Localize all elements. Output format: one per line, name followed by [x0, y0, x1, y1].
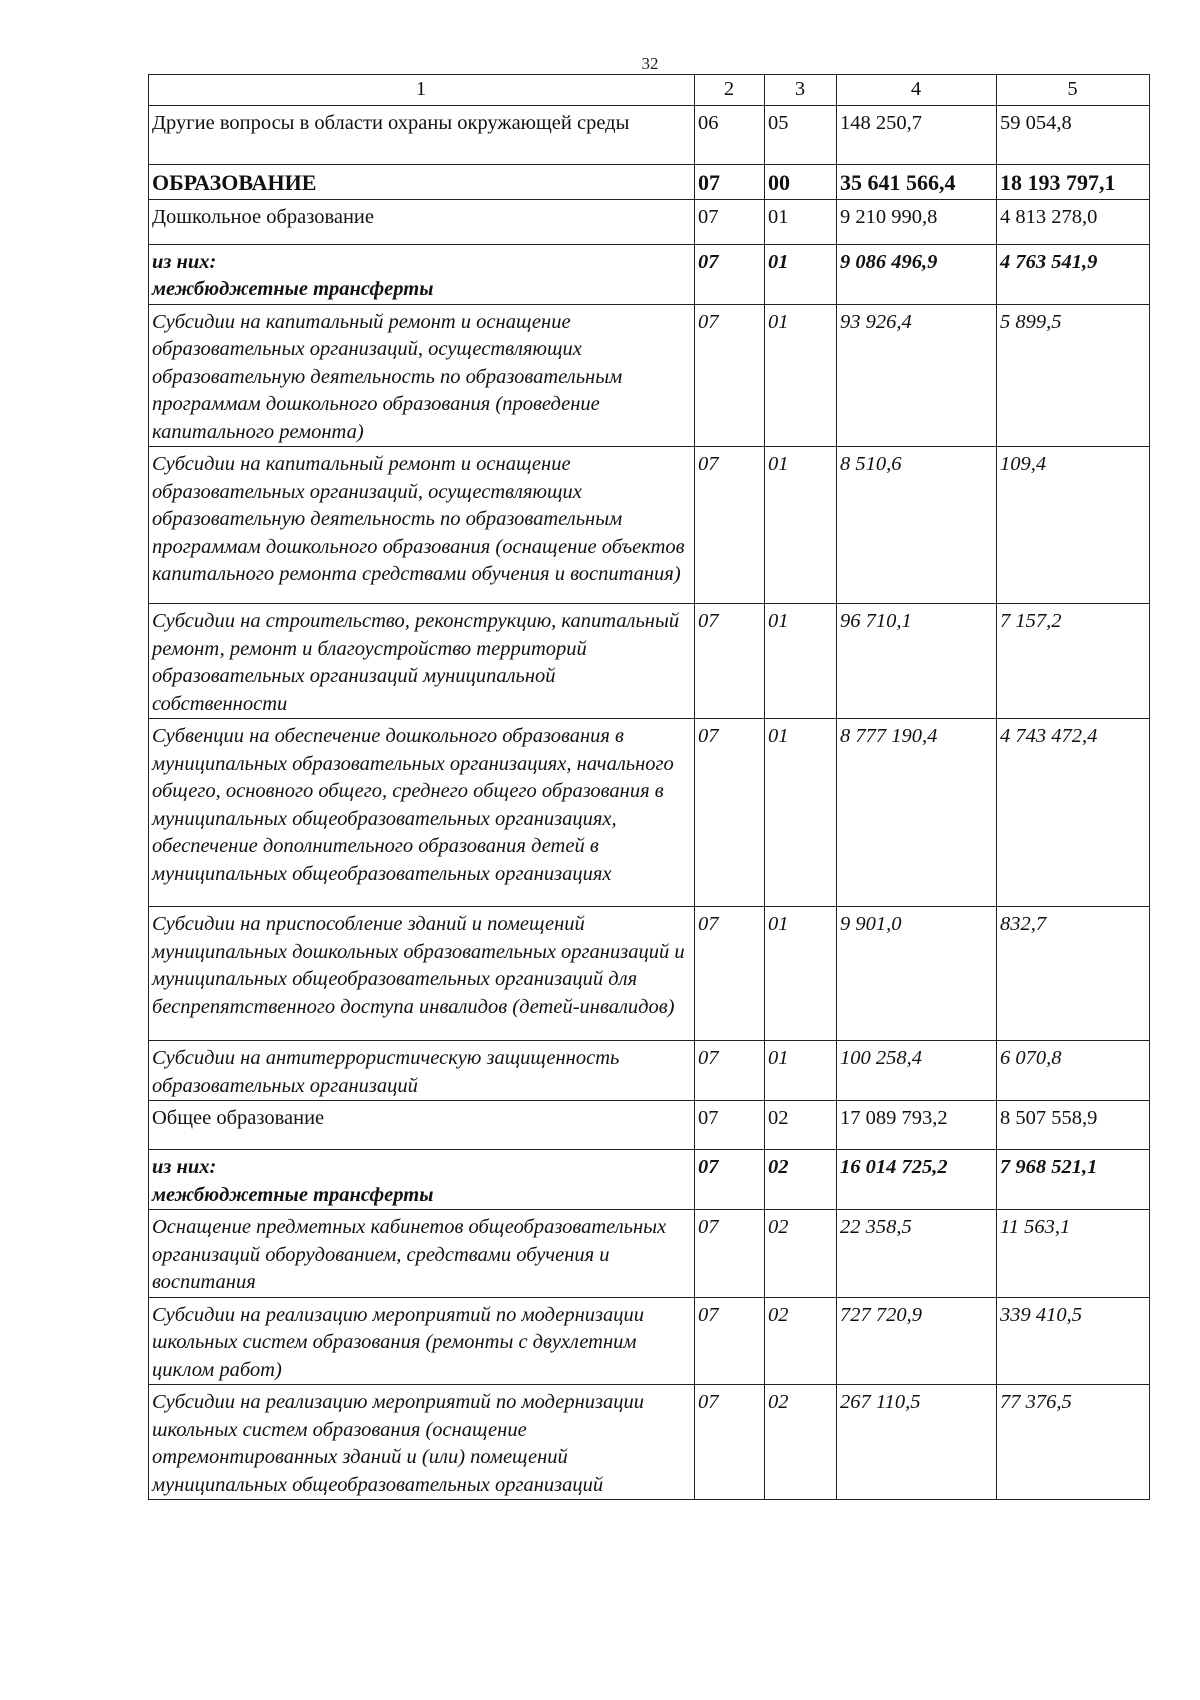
- row-subsection-code-cell: 02: [765, 1101, 837, 1150]
- header-cell-2: 2: [695, 75, 765, 106]
- row-value-col5-cell: 6 070,8: [997, 1041, 1150, 1101]
- row-name-cell: ОБРАЗОВАНИЕ: [149, 164, 695, 199]
- row-value-col4-cell: 267 110,5: [837, 1385, 997, 1500]
- row-subsection-code-cell: 02: [765, 1385, 837, 1500]
- row-section-code-cell: 07: [695, 1041, 765, 1101]
- row-value-col4-cell: 8 777 190,4: [837, 719, 997, 907]
- row-section-code-cell: 07: [695, 164, 765, 199]
- header-cell-5: 5: [997, 75, 1150, 106]
- row-value-col5-cell: 8 507 558,9: [997, 1101, 1150, 1150]
- row-value-col5-cell: 4 813 278,0: [997, 199, 1150, 244]
- row-subsection-code-cell: 01: [765, 199, 837, 244]
- row-section-code-cell: 06: [695, 105, 765, 164]
- row-name-line: из них:: [152, 250, 217, 273]
- row-value-col5-cell: 4 743 472,4: [997, 719, 1150, 907]
- row-value-col4-cell: 93 926,4: [837, 304, 997, 447]
- row-value-col4-cell: 22 358,5: [837, 1210, 997, 1298]
- row-value-col5-cell: 18 193 797,1: [997, 164, 1150, 199]
- row-section-code-cell: 07: [695, 199, 765, 244]
- header-cell-1: 1: [149, 75, 695, 106]
- row-value-col4-cell: 8 510,6: [837, 447, 997, 604]
- row-name-subline: межбюджетные трансферты: [152, 1183, 434, 1206]
- row-name-cell: Субсидии на приспособление зданий и помещений муниципальных дошкольных образовательных организаций и муниципальных общеобразовательных организаций для беспрепятственного доступа инвалидов (детей-инвалидов): [149, 907, 695, 1041]
- row-subsection-code-cell: 01: [765, 1041, 837, 1101]
- row-section-code-cell: 07: [695, 1210, 765, 1298]
- row-subsection-code-cell: 01: [765, 447, 837, 604]
- row-value-col4-cell: 100 258,4: [837, 1041, 997, 1101]
- row-section-code-cell: 07: [695, 719, 765, 907]
- row-subsection-code-cell: 02: [765, 1150, 837, 1210]
- row-section-code-cell: 07: [695, 1385, 765, 1500]
- table-row: [149, 1041, 1150, 1101]
- row-name-cell: Другие вопросы в области охраны окружающей среды: [149, 105, 695, 164]
- table-row: [149, 105, 1150, 164]
- row-value-col4-cell: 16 014 725,2: [837, 1150, 997, 1210]
- row-name-cell: Субсидии на капитальный ремонт и оснащение образовательных организаций, осуществляющих образовательную деятельность по образовательным программам дошкольного образования (проведение капитального ремонта): [149, 304, 695, 447]
- row-name-subline: межбюджетные трансферты: [152, 278, 434, 300]
- header-cell-4: 4: [837, 75, 997, 106]
- table-row: [149, 199, 1150, 244]
- row-section-code-cell: 07: [695, 1150, 765, 1210]
- row-value-col4-cell: 148 250,7: [837, 105, 997, 164]
- row-section-code-cell: 07: [695, 244, 765, 304]
- row-name-cell: Общее образование: [149, 1101, 695, 1150]
- row-subsection-code-cell: 02: [765, 1210, 837, 1298]
- row-name-cell: Субсидии на капитальный ремонт и оснащение образовательных организаций, осуществляющих образовательную деятельность по образовательным программам дошкольного образования (оснащение объектов капитального ремонта средствами обучения и воспитания): [149, 447, 695, 604]
- row-section-code-cell: 07: [695, 447, 765, 604]
- row-value-col4-cell: 17 089 793,2: [837, 1101, 997, 1150]
- row-name-cell: [149, 244, 695, 304]
- row-value-col5-cell: 339 410,5: [997, 1297, 1150, 1385]
- page-number: 32: [641, 54, 659, 73]
- table-row: [149, 907, 1150, 1041]
- row-name-cell: Субсидии на реализацию мероприятий по модернизации школьных систем образования (оснащение отремонтированных зданий и (или) помещений муниципальных общеобразовательных организаций: [149, 1385, 695, 1500]
- row-subsection-code-cell: 05: [765, 105, 837, 164]
- row-value-col5-cell: 109,4: [997, 447, 1150, 604]
- row-name-cell: Субвенции на обеспечение дошкольного образования в муниципальных образовательных организациях, начального общего, основного общего, среднего общего образования в муниципальных общеобразовательных организациях, обеспечение дополнительного образования детей в муниципальных общеобразовательных организациях: [149, 719, 695, 907]
- row-value-col5-cell: 59 054,8: [997, 105, 1150, 164]
- table-row: [149, 1385, 1150, 1500]
- row-value-col5-cell: 77 376,5: [997, 1385, 1150, 1500]
- row-value-col5-cell: 11 563,1: [997, 1210, 1150, 1298]
- row-subsection-code-cell: 01: [765, 304, 837, 447]
- row-subsection-code-cell: 01: [765, 907, 837, 1041]
- table-row: [149, 244, 1150, 304]
- row-name-cell: Дошкольное образование: [149, 199, 695, 244]
- budget-table: [148, 74, 1150, 1500]
- table-row: [149, 447, 1150, 604]
- row-section-code-cell: 07: [695, 907, 765, 1041]
- row-name-cell: Субсидии на антитеррористическую защищенность образовательных организаций: [149, 1041, 695, 1101]
- row-name-cell: [149, 1150, 695, 1210]
- row-value-col4-cell: 9 086 496,9: [837, 244, 997, 304]
- row-value-col4-cell: 9 210 990,8: [837, 199, 997, 244]
- table-row: [149, 719, 1150, 907]
- row-section-code-cell: 07: [695, 604, 765, 719]
- row-value-col5-cell: 5 899,5: [997, 304, 1150, 447]
- row-value-col4-cell: 9 901,0: [837, 907, 997, 1041]
- table-row: [149, 1101, 1150, 1150]
- table-row: [149, 1210, 1150, 1298]
- table-row: [149, 1297, 1150, 1385]
- row-value-col4-cell: 35 641 566,4: [837, 164, 997, 199]
- row-section-code-cell: 07: [695, 1297, 765, 1385]
- row-name-cell: Субсидии на реализацию мероприятий по модернизации школьных систем образования (ремонты с двухлетним циклом работ): [149, 1297, 695, 1385]
- table-row: [149, 304, 1150, 447]
- row-name-cell: Оснащение предметных кабинетов общеобразовательных организаций оборудованием, средствами обучения и воспитания: [149, 1210, 695, 1298]
- row-value-col5-cell: 7 968 521,1: [997, 1150, 1150, 1210]
- row-subsection-code-cell: 01: [765, 604, 837, 719]
- column-number-row: [149, 75, 1150, 106]
- row-name-cell: Субсидии на строительство, реконструкцию, капитальный ремонт, ремонт и благоустройство территорий образовательных организаций муниципальной собственности: [149, 604, 695, 719]
- row-value-col4-cell: 727 720,9: [837, 1297, 997, 1385]
- table-row: [149, 604, 1150, 719]
- row-subsection-code-cell: 01: [765, 719, 837, 907]
- row-value-col5-cell: 4 763 541,9: [997, 244, 1150, 304]
- header-cell-3: 3: [765, 75, 837, 106]
- table-row: [149, 1150, 1150, 1210]
- row-value-col4-cell: 96 710,1: [837, 604, 997, 719]
- table-row: [149, 164, 1150, 199]
- row-subsection-code-cell: 00: [765, 164, 837, 199]
- row-subsection-code-cell: 02: [765, 1297, 837, 1385]
- row-value-col5-cell: 7 157,2: [997, 604, 1150, 719]
- row-name-line: из них:: [152, 1156, 217, 1178]
- row-value-col5-cell: 832,7: [997, 907, 1150, 1041]
- row-section-code-cell: 07: [695, 304, 765, 447]
- row-subsection-code-cell: 01: [765, 244, 837, 304]
- row-section-code-cell: 07: [695, 1101, 765, 1150]
